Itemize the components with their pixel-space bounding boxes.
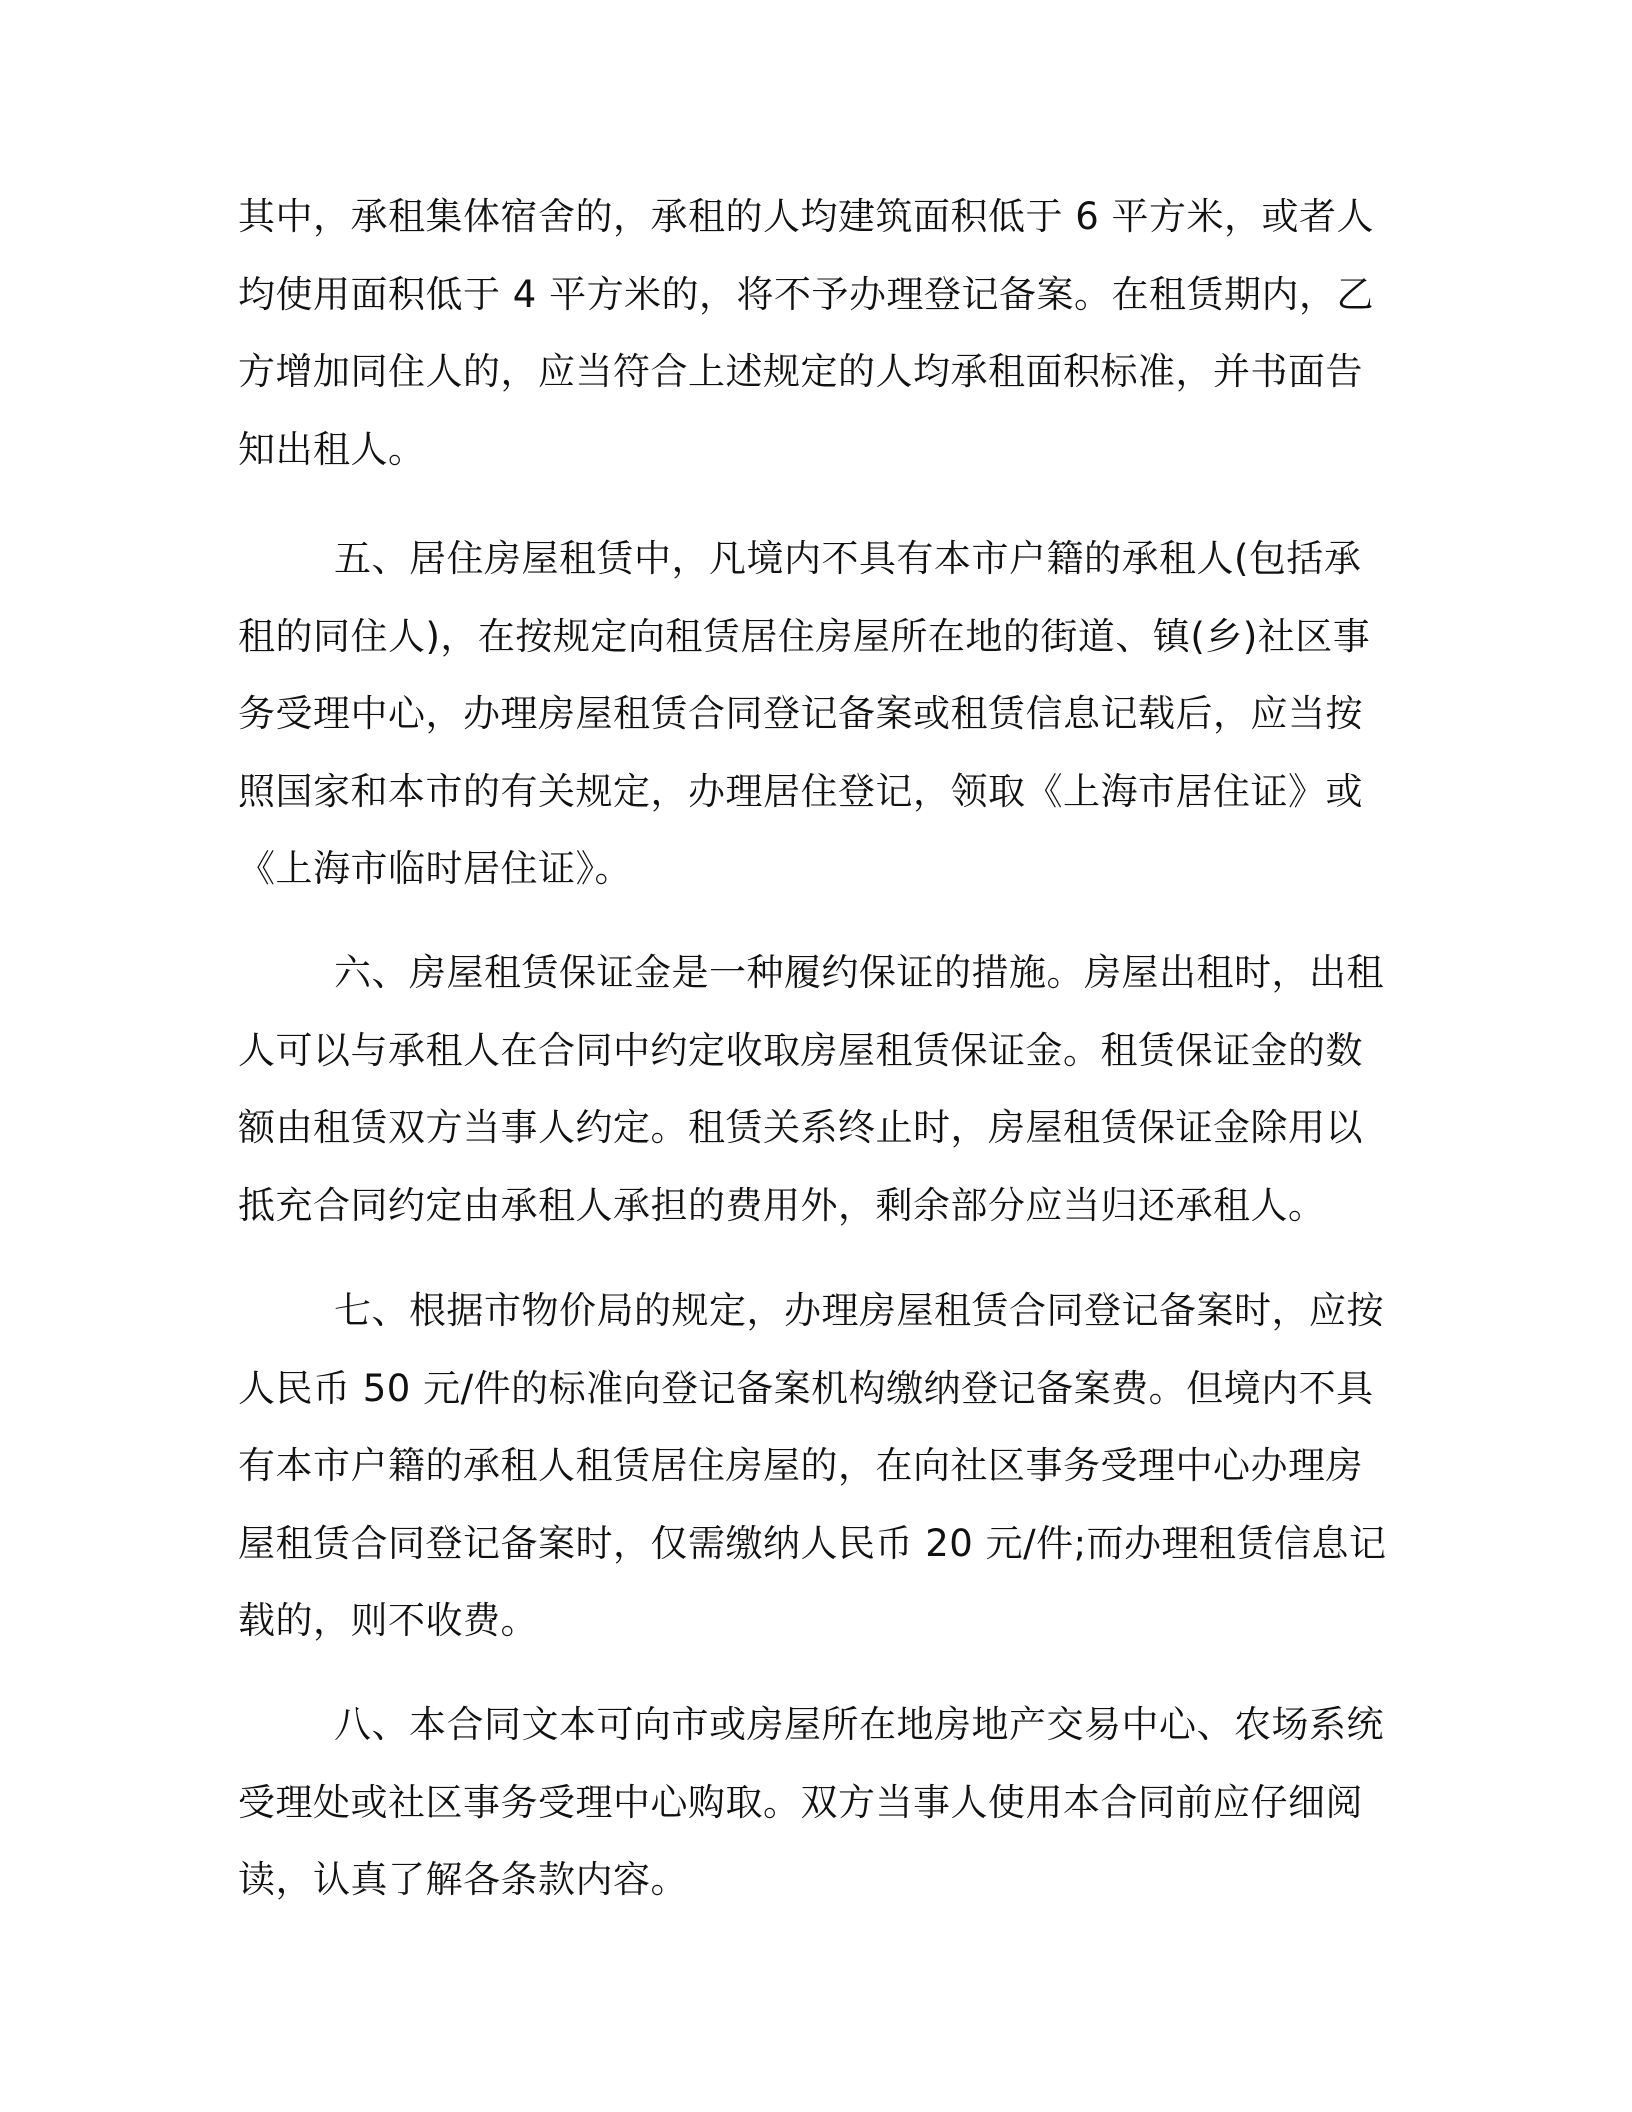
text-line: 人民币 50 元/件的标准向登记备案机构缴纳登记备案费。但境内不具 xyxy=(238,1366,1374,1410)
text-line: 五、居住房屋租赁中，凡境内不具有本市户籍的承租人(包括承 xyxy=(334,537,1362,580)
text-line: 受理处或社区事务受理中心购取。双方当事人使用本合同前应仔细阅 xyxy=(238,1780,1363,1824)
text-line: 知出租人。 xyxy=(238,427,426,471)
text-line: 其中，承租集体宿舍的，承租的人均建筑面积低于 6 平方米，或者人 xyxy=(238,195,1375,238)
text-line: 七、根据市物价局的规定，办理房屋租赁合同登记备案时，应按 xyxy=(334,1289,1384,1332)
paragraph-clause-7 xyxy=(238,1272,1387,1660)
paragraph-clause-8 xyxy=(238,1686,1384,1919)
text-line: 抵充合同约定由承租人承担的费用外，剩余部分应当归还承租人。 xyxy=(238,1183,1326,1227)
text-line: 有本市户籍的承租人租赁居住房屋的，在向社区事务受理中心办理房 xyxy=(238,1444,1363,1487)
text-line: 六、房屋租赁保证金是一种履约保证的措施。房屋出租时，出租 xyxy=(334,951,1384,994)
text-line: 《上海市临时居住证》。 xyxy=(238,847,632,890)
text-line: 读，认真了解各条款内容。 xyxy=(238,1858,688,1901)
text-line: 租的同住人)，在按规定向租赁居住房屋所在地的街道、镇(乡)社区事 xyxy=(238,614,1371,658)
text-line: 照国家和本市的有关规定，办理居住登记，领取《上海市居住证》或 xyxy=(238,769,1363,813)
text-line: 方增加同住人的，应当符合上述规定的人均承租面积标准，并书面告 xyxy=(238,350,1363,393)
paragraph-clause-5 xyxy=(238,520,1378,908)
text-line: 人可以与承租人在合同中约定收取房屋租赁保证金。租赁保证金的数 xyxy=(238,1028,1363,1072)
text-line: 屋租赁合同登记备案时，仅需缴纳人民币 20 元/件;而办理租赁信息记 xyxy=(238,1521,1387,1565)
text-line: 额由租赁双方当事人约定。租赁关系终止时，房屋租赁保证金除用以 xyxy=(238,1106,1363,1149)
text-line: 载的，则不收费。 xyxy=(238,1599,538,1642)
paragraph-clause-6 xyxy=(238,934,1384,1244)
text-line: 八、本合同文本可向市或房屋所在地房地产交易中心、农场系统 xyxy=(334,1703,1384,1746)
paragraph-occupancy-standard xyxy=(238,178,1378,488)
text-line: 务受理中心，办理房屋租赁合同登记备案或租赁信息记载后，应当按 xyxy=(238,692,1363,735)
text-line: 均使用面积低于 4 平方米的，将不予办理登记备案。在租赁期内，乙 xyxy=(238,272,1375,316)
